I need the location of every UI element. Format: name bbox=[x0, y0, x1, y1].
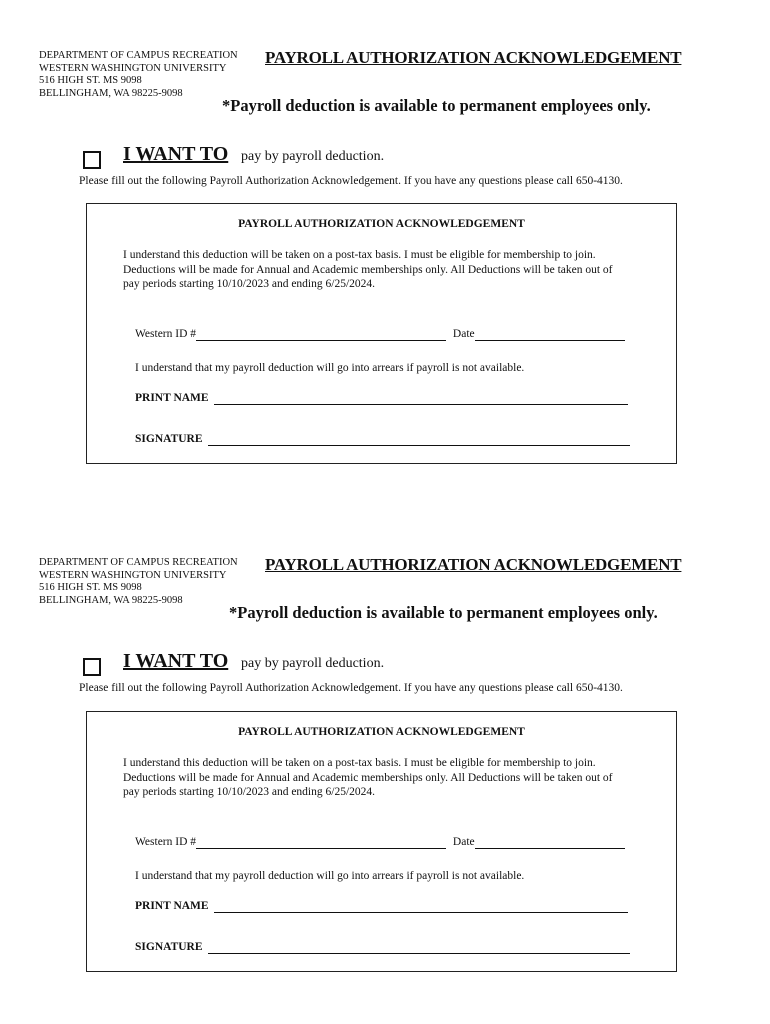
arrears-statement: I understand that my payroll deduction will go into arrears if payroll is not available. bbox=[135, 870, 525, 882]
signature-input[interactable] bbox=[208, 941, 630, 954]
arrears-statement: I understand that my payroll deduction will go into arrears if payroll is not available. bbox=[135, 362, 525, 374]
form-title: PAYROLL AUTHORIZATION ACKNOWLEDGEMENT bbox=[265, 555, 682, 574]
instruction-text: Please fill out the following Payroll Authorization Acknowledgement. If you have any questions please call 650-4130. bbox=[79, 682, 623, 694]
payroll-deduction-label: pay by payroll deduction. bbox=[241, 149, 385, 164]
signature-row bbox=[135, 941, 630, 954]
instruction-text: Please fill out the following Payroll Authorization Acknowledgement. If you have any questions please call 650-4130. bbox=[79, 175, 623, 187]
western-id-label: Western ID # bbox=[135, 836, 197, 848]
terms-paragraph: I understand this deduction will be taken on a post-tax basis. I must be eligible for membership to join. Deductions will be made for Annual and Academic memberships only. All Deductions will be taken out of pay periods starting 10/10/2023 and ending 6/25/2024. bbox=[123, 757, 613, 798]
payroll-form-top bbox=[0, 0, 770, 480]
i-want-to-label: I WANT TO bbox=[123, 143, 229, 165]
eligibility-note: *Payroll deduction is available to permanent employees only. bbox=[229, 603, 658, 622]
id-date-row bbox=[135, 836, 625, 849]
print-name-row bbox=[135, 392, 628, 405]
form-title: PAYROLL AUTHORIZATION ACKNOWLEDGEMENT bbox=[265, 48, 682, 67]
signature-input[interactable] bbox=[208, 433, 630, 446]
department-address bbox=[39, 557, 238, 607]
payroll-deduction-label: pay by payroll deduction. bbox=[241, 656, 385, 671]
id-date-row bbox=[135, 328, 625, 341]
payroll-deduction-checkbox[interactable] bbox=[83, 151, 101, 169]
western-id-input[interactable] bbox=[196, 836, 446, 849]
signature-label: SIGNATURE bbox=[135, 433, 203, 445]
address-line: DEPARTMENT OF CAMPUS RECREATION bbox=[39, 557, 238, 568]
i-want-to-label: I WANT TO bbox=[123, 650, 229, 672]
address-line: 516 HIGH ST. MS 9098 bbox=[39, 75, 142, 86]
address-line: WESTERN WASHINGTON UNIVERSITY bbox=[39, 569, 227, 581]
department-address bbox=[39, 50, 238, 100]
address-line: 516 HIGH ST. MS 9098 bbox=[39, 582, 142, 593]
print-name-input[interactable] bbox=[214, 900, 628, 913]
address-line: DEPARTMENT OF CAMPUS RECREATION bbox=[39, 50, 238, 61]
date-input[interactable] bbox=[475, 836, 625, 849]
western-id-input[interactable] bbox=[196, 328, 446, 341]
western-id-label: Western ID # bbox=[135, 328, 197, 340]
signature-row bbox=[135, 433, 630, 446]
eligibility-note: *Payroll deduction is available to permanent employees only. bbox=[222, 96, 651, 115]
print-name-label: PRINT NAME bbox=[135, 392, 209, 404]
date-label: Date bbox=[452, 836, 475, 848]
address-line: WESTERN WASHINGTON UNIVERSITY bbox=[39, 62, 227, 74]
date-input[interactable] bbox=[475, 328, 625, 341]
date-label: Date bbox=[452, 328, 475, 340]
terms-paragraph: I understand this deduction will be taken on a post-tax basis. I must be eligible for membership to join. Deductions will be made for Annual and Academic memberships only. All Deductions will be taken out of pay periods starting 10/10/2023 and ending 6/25/2024. bbox=[123, 249, 613, 290]
print-name-label: PRINT NAME bbox=[135, 900, 209, 912]
signature-label: SIGNATURE bbox=[135, 941, 203, 953]
payroll-form-bottom bbox=[0, 507, 770, 987]
address-line: BELLINGHAM, WA 98225-9098 bbox=[39, 87, 183, 99]
box-title: PAYROLL AUTHORIZATION ACKNOWLEDGEMENT bbox=[238, 726, 525, 738]
box-title: PAYROLL AUTHORIZATION ACKNOWLEDGEMENT bbox=[238, 218, 525, 230]
address-line: BELLINGHAM, WA 98225-9098 bbox=[39, 594, 183, 606]
print-name-row bbox=[135, 900, 628, 913]
acknowledgement-box bbox=[86, 203, 677, 464]
acknowledgement-box bbox=[86, 711, 677, 972]
payroll-deduction-checkbox[interactable] bbox=[83, 658, 101, 676]
print-name-input[interactable] bbox=[214, 392, 628, 405]
